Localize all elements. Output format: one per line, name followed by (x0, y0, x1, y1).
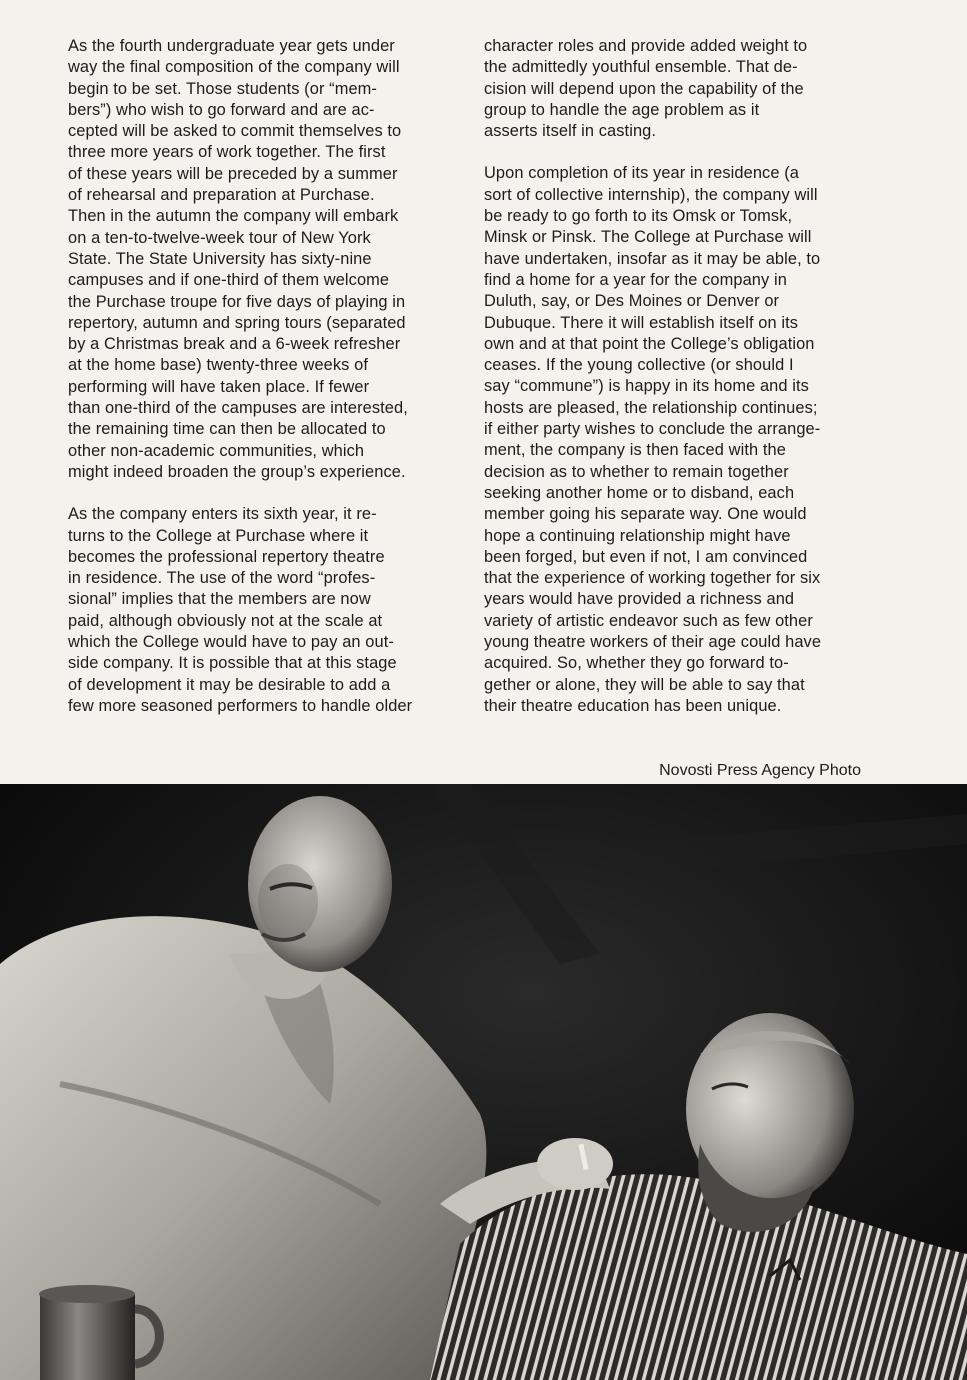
text-line: seeking another home or to disband, each (484, 483, 795, 502)
right-text-column (484, 36, 879, 717)
paragraph-spacer (484, 142, 879, 163)
text-line: of these years will be preceded by a summer (68, 164, 398, 183)
paragraph-fourth-year (68, 36, 463, 483)
text-line: own and at that point the College’s obligation (484, 334, 815, 353)
text-line: their theatre education has been unique. (484, 696, 782, 715)
text-line: State. The State University has sixty-nine (68, 249, 372, 268)
text-line: character roles and provide added weight to (484, 37, 808, 55)
face-shadow (258, 864, 318, 940)
text-line: repertory, autumn and spring tours (separated (68, 313, 406, 332)
text-line: asserts itself in casting. (484, 122, 657, 141)
text-line: hope a continuing relationship might have (484, 526, 791, 545)
mug-body (40, 1294, 135, 1380)
text-line: years would have provided a richness and (484, 590, 795, 609)
text-line: on a ten-to-twelve-week tour of New York (68, 228, 371, 247)
text-line: ceases. If the young collective (or should I (484, 356, 794, 375)
text-line: say “commune”) is happy in its home and its (484, 377, 809, 396)
left-text-column (68, 36, 463, 717)
text-line: by a Christmas break and a 6-week refresher (68, 335, 401, 354)
text-line: if either party wishes to conclude the arrange- (484, 420, 821, 439)
stage-photograph (0, 784, 967, 1380)
text-line: paid, although obviously not at the scale at (68, 611, 383, 630)
text-line: Dubuque. There it will establish itself on its (484, 313, 799, 332)
text-line: that the experience of working together for six (484, 569, 821, 588)
text-line: hosts are pleased, the relationship continues; (484, 398, 818, 417)
text-line: performing will have taken place. If fewer (68, 377, 370, 396)
paragraph-sixth-year (68, 504, 463, 717)
text-line: campuses and if one-third of them welcome (68, 271, 390, 290)
text-line: the admittedly youthful ensemble. That de- (484, 58, 798, 77)
text-line: gether or alone, they will be able to say that (484, 675, 805, 694)
mug-rim (39, 1285, 135, 1303)
text-line: Upon completion of its year in residence (a (484, 164, 799, 183)
text-line: decision as to whether to remain together (484, 462, 789, 481)
text-line: which the College would have to pay an out- (68, 633, 394, 652)
text-line: bers”) who wish to go forward and are ac- (68, 100, 375, 119)
text-line: be ready to go forth to its Omsk or Tomsk, (484, 207, 793, 226)
text-line: sort of collective internship), the company will (484, 185, 818, 204)
text-line: way the final composition of the company will (68, 58, 400, 77)
text-line: As the fourth undergraduate year gets under (68, 37, 395, 55)
text-line: three more years of work together. The first (68, 143, 386, 162)
text-line: young theatre workers of their age could have (484, 633, 822, 652)
text-line: group to handle the age problem as it (484, 100, 760, 119)
text-line: other non-academic communities, which (68, 441, 365, 460)
text-line: few more seasoned performers to handle older (68, 696, 413, 715)
text-line: Then in the autumn the company will embark (68, 207, 399, 226)
text-line: side company. It is possible that at this stage (68, 654, 397, 673)
text-line: might indeed broaden the group’s experience. (68, 462, 406, 481)
paragraph-spacer (68, 483, 463, 504)
text-line: than one-third of the campuses are interested, (68, 399, 408, 418)
photo-illustration (0, 784, 967, 1380)
photo-credit: Novosti Press Agency Photo (659, 762, 861, 779)
text-line: acquired. So, whether they go forward to- (484, 654, 789, 673)
text-line: cision will depend upon the capability of the (484, 79, 804, 98)
paragraph-residence (484, 163, 879, 717)
text-line: the remaining time can then be allocated to (68, 420, 386, 439)
text-line: As the company enters its sixth year, it re- (68, 505, 377, 524)
text-line: ment, the company is then faced with the (484, 441, 786, 460)
text-line: in residence. The use of the word “profes- (68, 569, 376, 588)
text-line: the Purchase troupe for five days of playing in (68, 292, 406, 311)
text-line: find a home for a year for the company in (484, 270, 787, 289)
paragraph-character-roles (484, 36, 879, 142)
text-line: of rehearsal and preparation at Purchase. (68, 186, 375, 205)
text-line: member going his separate way. One would (484, 505, 807, 524)
text-line: have undertaken, insofar as it may be able, to (484, 249, 821, 268)
text-line: Minsk or Pinsk. The College at Purchase will (484, 228, 812, 247)
text-line: been forged, but even if not, I am convinced (484, 547, 808, 566)
text-line: at the home base) twenty-three weeks of (68, 356, 368, 375)
text-line: cepted will be asked to commit themselves to (68, 122, 402, 141)
text-line: begin to be set. Those students (or “mem- (68, 79, 377, 98)
text-line: of development it may be desirable to add a (68, 675, 391, 694)
text-line: becomes the professional repertory theatre (68, 547, 385, 566)
text-line: Duluth, say, or Des Moines or Denver or (484, 292, 780, 311)
actor-right-hand (537, 1138, 613, 1190)
text-line: variety of artistic endeavor such as few other (484, 611, 813, 630)
text-line: sional” implies that the members are now (68, 590, 371, 609)
text-line: turns to the College at Purchase where it (68, 526, 369, 545)
